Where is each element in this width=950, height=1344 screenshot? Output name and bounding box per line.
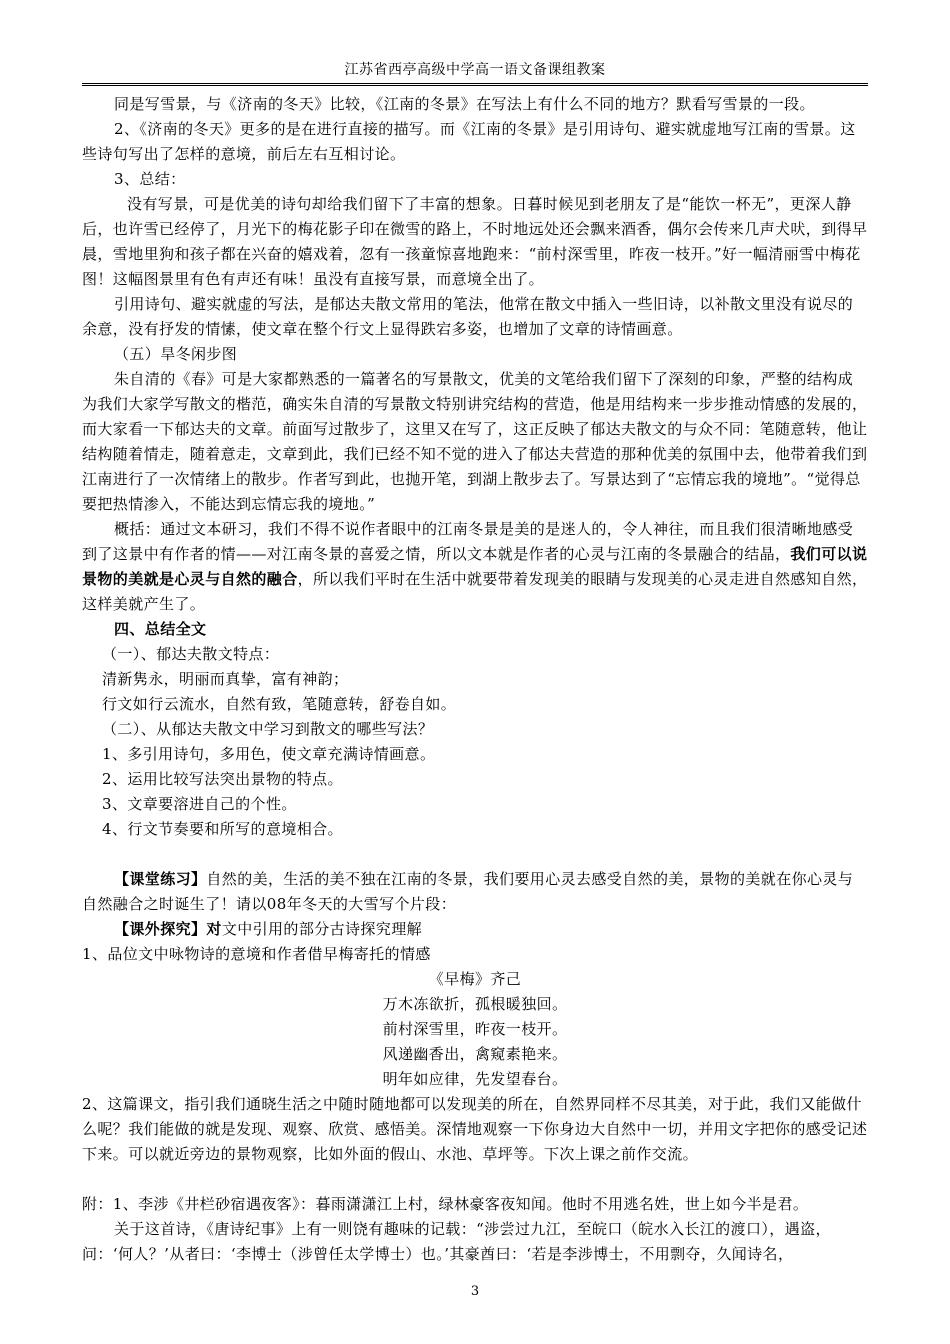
paragraph: 2、《济南的冬天》更多的是在进行直接的描写。而《江南的冬景》是引用诗句、避实就虚地写江南的雪景。这些诗句写出了怎样的意境，前后左右互相讨论。 [82, 120, 856, 163]
paragraph: 引用诗句、避实就虚的写法，是郁达夫散文常用的笔法，他常在散文中插入一些旧诗，以补散文里没有说尽的余意，没有抒发的情愫，使文章在整个行文上显得跌宕多姿，也增加了文章的诗情画意。 [82, 295, 854, 338]
summary-text: 概括：通过文本研习，我们不得不说作者眼中的江南冬景是美的是迷人的，令人神往，而且我们很清晰地感受到了这景中有作者的情——对江南冬景的喜爱之情，所以文本就是作者的心灵与江南的冬景融合的结晶， [82, 520, 854, 563]
poem-line: 万木冻欲折，孤根暖独回。 [382, 995, 568, 1013]
poem-title: 《早梅》齐己 [428, 970, 522, 988]
paragraph [82, 917, 868, 942]
paragraph [82, 867, 868, 917]
question: 2、这篇课文，指引我们通晓生活之中随时随地都可以发现美的所在，自然界同样不尽其美，对于此，我们又能做什么呢？我们能做的就是发现、观察、欣赏、感悟美。深情地观察一下你身边大自然中一切，并用文字把你的感受记述下来。可以就近旁边的景物观察，比如外面的假山、水池、草坪等。下次上课之前作交流。 [82, 1095, 868, 1163]
question: 1、品位文中咏物诗的意境和作者借早梅寄托的情感 [82, 945, 431, 963]
header-rule [82, 83, 868, 86]
page-number: 3 [470, 1284, 480, 1299]
list-item: 3、文章要溶进自己的个性。 [102, 795, 297, 813]
section-heading: 四、总结全文 [114, 620, 207, 638]
page-content [82, 92, 868, 1267]
spacer [82, 842, 868, 867]
poem-line: 前村深雪里，昨夜一枝开。 [382, 1020, 568, 1038]
paragraph: 同是写雪景，与《济南的冬天》比较，《江南的冬景》在写法上有什么不同的地方？默看写雪景的一段。 [114, 95, 815, 113]
paragraph: 3、总结： [114, 170, 186, 188]
paragraph: 没有写景，可是优美的诗句却给我们留下了丰富的想象。日暮时候见到老朋友了是“能饮一杯无”，更深人静后，也许雪已经停了，月光下的梅花影子印在微雪的路上，不时地远处还会飘来酒香，偶尔会传来几声犬吠，到得早晨，雪地里狗和孩子都在兴奋的嬉戏着，忽有一孩童惊喜地跑来：“前村深雪里，昨夜一枝开。”好一幅清丽雪中梅花图！这幅图景里有色有声还有味！虽没有直接写景，而意境全出了。 [82, 195, 868, 288]
paragraph: 行文如行云流水，自然有致，笔随意转，舒卷自如。 [102, 695, 457, 713]
list-item: 4、行文节奏要和所写的意境相合。 [102, 820, 343, 838]
section-heading: （五）旱冬闲步图 [114, 345, 238, 363]
extension-text: 文中引用的部分古诗探究理解 [221, 920, 423, 938]
paragraph: 朱自清的《春》可是大家都熟悉的一篇著名的写景散文，优美的文笔给我们留下了深刻的印象，严整的结构成为我们大家学写散文的楷范，确实朱自清的写景散文特别讲究结构的营造，他是用结构来一步步推动情感的发展的，而大家看一下郁达夫的文章。前面写过散步了，这里又在写了，这正反映了郁达夫散文的与众不同：笔随意转，他让结构随着情走，随着意走，文章到此，我们已经不知不觉的进入了郁达夫营造的那种优美的氛围中去，他带着我们到江南进行了一次情绪上的散步。作者写到此，也抛开笔，到湖上散步去了。写景达到了“忘情忘我的境地”。“觉得总要把热情渗入，不能达到忘情忘我的境地。” [82, 370, 868, 513]
summary-text: ，所以我们平时在生活中就要带着发现美的眼睛与发现美的心灵走进自然感知自然，这样美就产生了。 [82, 570, 868, 613]
subheading: （二）、从郁达夫散文中学习到散文的哪些写法？ [102, 720, 434, 738]
extension-label: 【课外探究】对 [114, 920, 222, 938]
exercise-text: 自然的美，生活的美不独在江南的冬景，我们要用心灵去感受自然的美，景物的美就在你心灵与自然融合之时诞生了！请以08年冬天的大雪写个片段： [82, 870, 854, 913]
subheading: （一）、郁达夫散文特点： [102, 645, 280, 663]
summary-bold-text: 我们可以说景物的美就是心灵与自然的融合 [82, 545, 868, 588]
exercise-label: 【课堂练习】 [114, 870, 207, 888]
list-item: 1、多引用诗句，多用色，使文章充满诗情画意。 [102, 745, 436, 763]
poem-line: 明年如应律，先发望春台。 [382, 1070, 568, 1088]
paragraph: 清新隽永，明丽而真挚，富有神韵； [102, 670, 349, 688]
page-header: 江苏省西亭高级中学高一语文备课组教案 [344, 62, 606, 78]
poem-line: 风递幽香出，禽窥素艳来。 [382, 1045, 568, 1063]
appendix: 关于这首诗，《唐诗纪事》上有一则饶有趣味的记载：“涉尝过九江，至皖口（皖水入长江的渡口），遇盗，问：‘何人？’从者曰：‘李博士（涉曾任太学博士）也。’其豪酋曰：‘若是李涉博士，不用剽夺，久闻诗名， [82, 1220, 831, 1263]
list-item: 2、运用比较写法突出景物的特点。 [102, 770, 343, 788]
spacer [82, 1167, 868, 1192]
paragraph [82, 517, 868, 617]
appendix: 附：1、李涉《井栏砂宿遇夜客》：暮雨潇潇江上村，绿林豪客夜知闻。他时不用逃名姓，世上如今半是君。 [82, 1195, 809, 1213]
